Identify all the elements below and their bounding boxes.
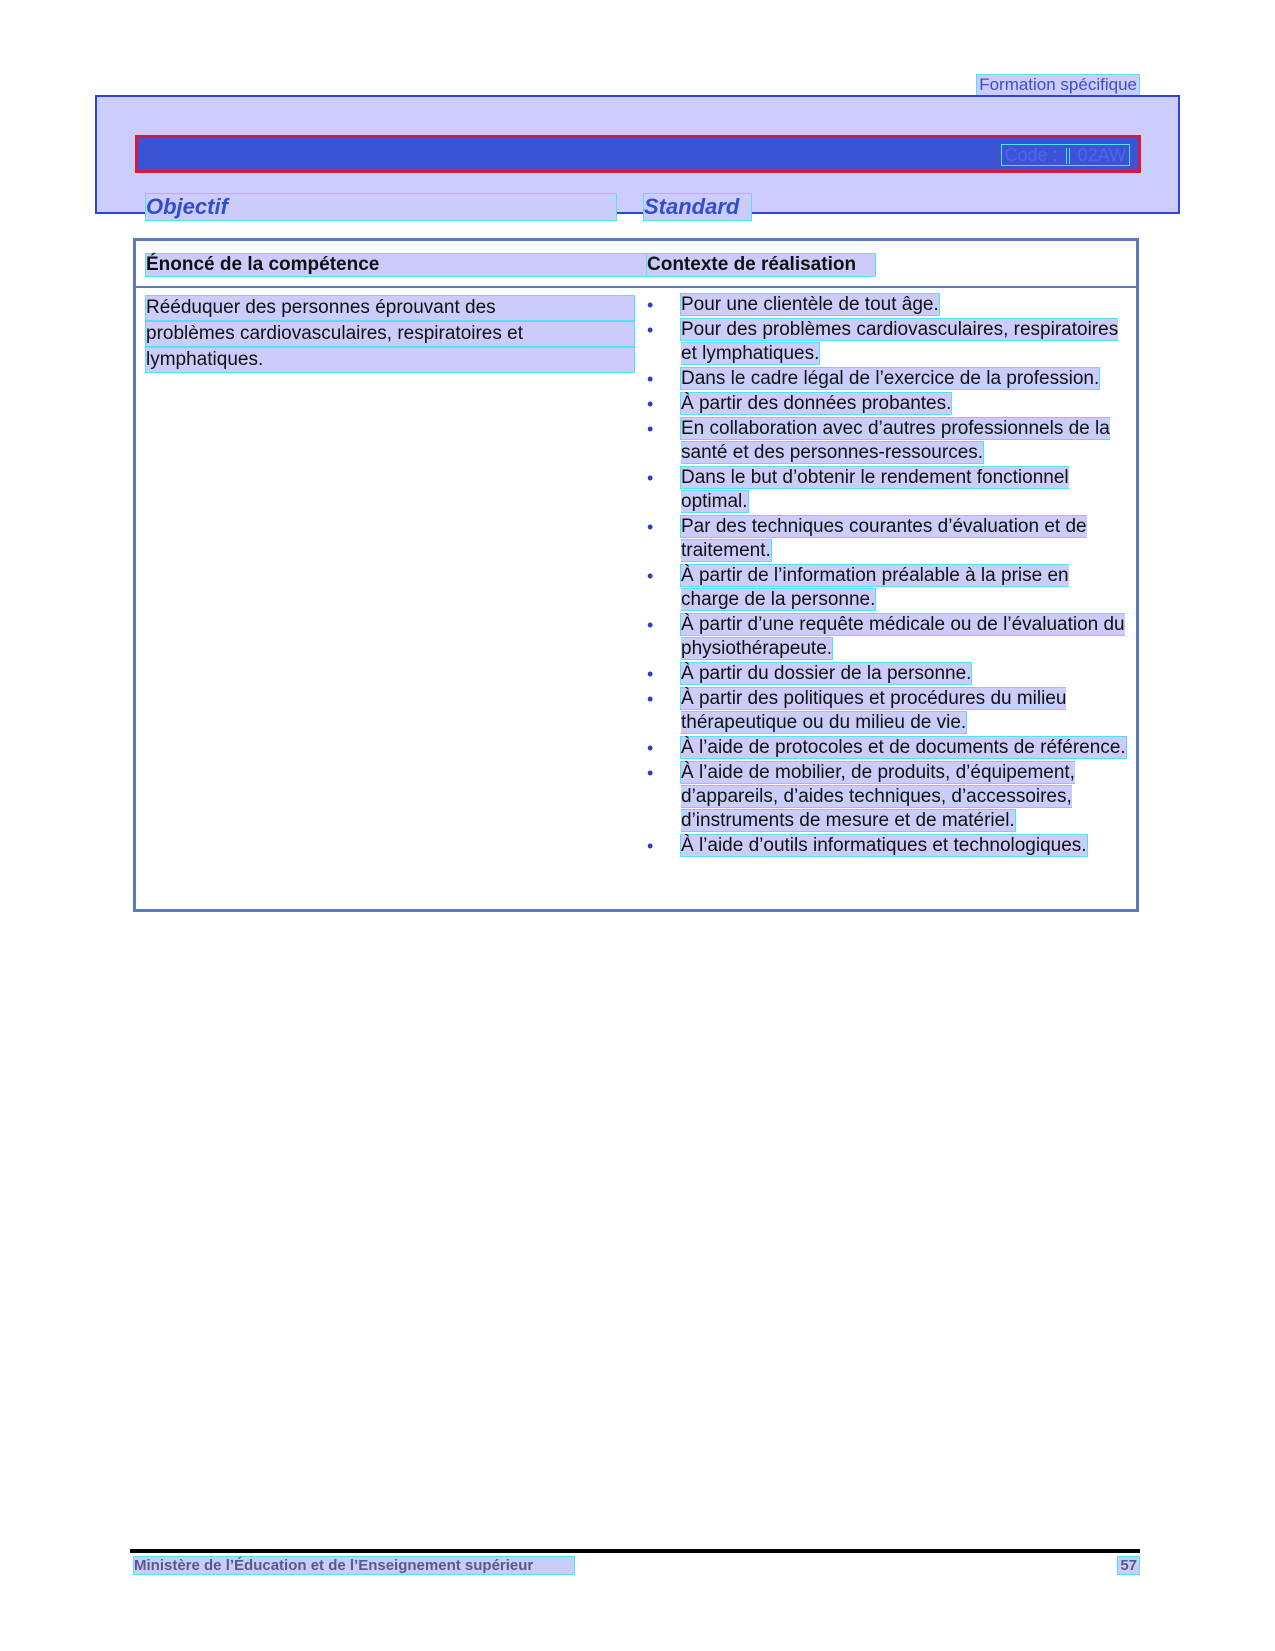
list-item [645,392,1130,416]
code-label: Code : [1004,145,1058,165]
code-bar [135,135,1141,173]
list-item [645,687,1130,735]
list-item-text: Dans le cadre légal de l’exercice de la profession. [681,368,1100,389]
list-item [645,736,1130,760]
realization-context-list [645,293,1130,859]
list-item-text: À l’aide de mobilier, de produits, d’équipement, d’appareils, d’aides techniques, d’accessoires, d’instruments de mesure et de matériel. [681,762,1075,831]
competency-statement-header: Énoncé de la compétence [145,253,647,277]
list-item [645,761,1130,833]
objective-heading: Objectif [145,193,617,221]
list-item-text: À l’aide d’outils informatiques et technologiques. [681,835,1087,856]
list-item [645,834,1130,858]
list-item [645,613,1130,661]
list-item-text: À partir d’une requête médicale ou de l’évaluation du physiothérapeute. [681,614,1125,659]
list-item-text: À partir du dossier de la personne. [681,663,972,684]
list-item [645,564,1130,612]
statement-line: Rééduquer des personnes éprouvant des [145,295,635,321]
realization-context-header: Contexte de réalisation [646,253,876,277]
list-item [645,417,1130,465]
footer-rule [130,1549,1140,1553]
list-item [645,367,1130,391]
table-header-row [136,241,1136,288]
list-item [645,466,1130,514]
list-item-text: Pour une clientèle de tout âge. [681,294,939,315]
page-number: 57 [1117,1556,1140,1575]
code-separator [1066,148,1070,164]
competency-code [1001,144,1130,166]
list-item-text: À partir des politiques et procédures du milieu thérapeutique ou du milieu de vie. [681,688,1067,733]
list-item-text: À partir des données probantes. [681,393,952,414]
list-item-text: En collaboration avec d’autres professionnels de la santé et des personnes-ressources. [681,418,1110,463]
list-item-text: Pour des problèmes cardiovasculaires, respiratoires et lymphatiques. [681,319,1119,364]
statement-line: problèmes cardiovasculaires, respiratoires et [145,321,635,347]
list-item-text: À partir de l’information préalable à la prise en charge de la personne. [681,565,1069,610]
footer-ministry: Ministère de l’Éducation et de l’Enseignement supérieur [133,1556,575,1575]
list-item-text: Dans le but d’obtenir le rendement fonctionnel optimal. [681,467,1069,512]
list-item [645,318,1130,366]
list-item-text: À l’aide de protocoles et de documents de référence. [681,737,1126,758]
list-item [645,662,1130,686]
list-item [645,515,1130,563]
program-label: Formation spécifique [976,74,1140,96]
list-item-text: Par des techniques courantes d’évaluation et de traitement. [681,516,1087,561]
statement-line: lymphatiques. [145,347,635,373]
code-value: 02AW [1077,145,1126,165]
list-item [645,293,1130,317]
competency-statement [145,295,635,373]
competency-table [133,238,1139,912]
standard-heading: Standard [643,193,752,221]
